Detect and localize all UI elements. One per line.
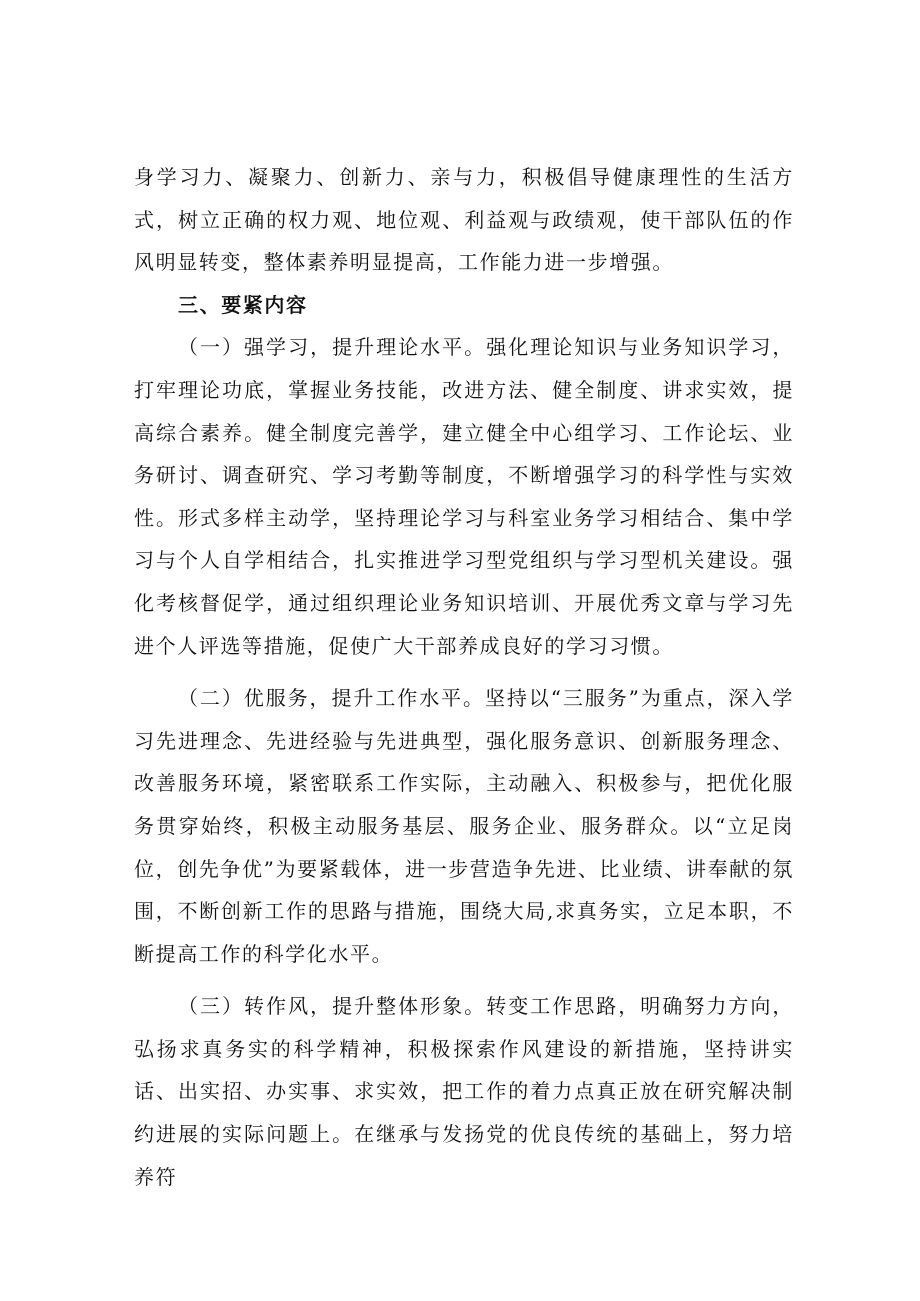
- paragraph-intro-continuation: 身学习力、凝聚力、创新力、亲与力，积极倡导健康理性的生活方式，树立正确的权力观、地位观、利益观与政绩观，使干部队伍的作风明显转变，整体素养明显提高，工作能力进一步增强。: [134, 165, 794, 275]
- document-body: [134, 156, 794, 1198]
- section-heading: 三、要紧内容: [178, 292, 308, 317]
- paragraph-item-1: （一）强学习，提升理论水平。强化理论知识与业务知识学习，打牢理论功底，掌握业务技能，改进方法、健全制度、讲求实效，提高综合素养。健全制度完善学，建立健全中心组学习、工作论坛、业务研讨、调查研究、学习考勤等制度，不断增强学习的科学性与实效性。形式多样主动学，坚持理论学习与科室业务学习相结合、集中学习与个人自学相结合，扎实推进学习型党组织与学习型机关建设。强化考核督促学，通过组织理论业务知识培训、开展优秀文章与学习先进个人评选等措施，促使广大干部养成良好的学习习惯。: [134, 335, 794, 658]
- paragraph-item-2: （二）优服务，提升工作水平。坚持以“三服务”为重点，深入学习先进理念、先进经验与先进典型，强化服务意识、创新服务理念、改善服务环境，紧密联系工作实际，主动融入、积极参与，把优化服务贯穿始终，积极主动服务基层、服务企业、服务群众。以“立足岗位，创先争优”为要紧载体，进一步营造争先进、比业绩、讲奉献的氛围，不断创新工作的思路与措施，围绕大局,求真务实，立足本职，不断提高工作的科学化水平。: [134, 686, 794, 966]
- paragraph-item-3: （三）转作风，提升整体形象。转变工作思路，明确努力方向，弘扬求真务实的科学精神，积极探索作风建设的新措施，坚持讲实话、出实招、办实事、求实效，把工作的着力点真正放在研究解决制约进展的实际问题上。在继承与发扬党的优良传统的基础上，努力培养符: [134, 994, 794, 1189]
